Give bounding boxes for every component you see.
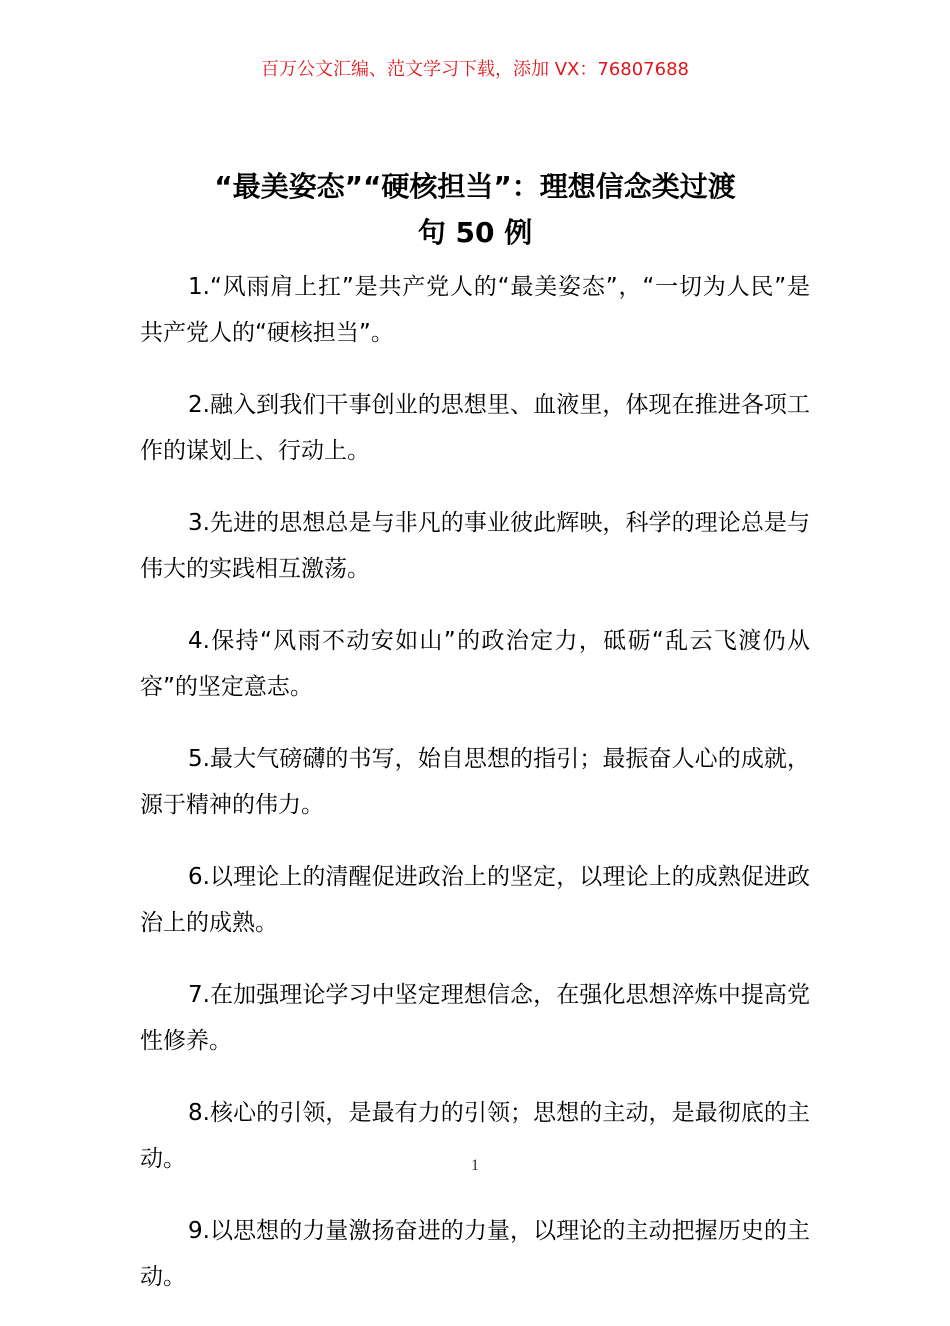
title-line-1: “最美姿态”“硬核担当”：理想信念类过渡 (214, 170, 736, 203)
list-item: 5.最大气磅礴的书写，始自思想的指引；最振奋人心的成就，源于精神的伟力。 (140, 746, 810, 818)
list-item: 6.以理论上的清醒促进政治上的坚定，以理论上的成熟促进政治上的成熟。 (140, 864, 810, 936)
list-item: 7.在加强理论学习中坚定理想信念，在强化思想淬炼中提高党性修养。 (140, 982, 810, 1054)
list-item: 1.“风雨肩上扛”是共产党人的“最美姿态”，“一切为人民”是共产党人的“硬核担当”。 (140, 274, 810, 346)
document-title (140, 164, 810, 256)
list-item: 4.保持“风雨不动安如山”的政治定力，砥砺“乱云飞渡仍从容”的坚定意志。 (140, 628, 810, 700)
title-line-2: 句 50 例 (417, 216, 533, 249)
list-item: 9.以思想的力量激扬奋进的力量，以理论的主动把握历史的主动。 (140, 1218, 810, 1290)
header-banner: 百万公文汇编、范文学习下载，添加 VX：76807688 (261, 59, 689, 80)
list-item: 2.融入到我们干事创业的思想里、血液里，体现在推进各项工作的谋划上、行动上。 (140, 392, 810, 464)
list-item: 8.核心的引领，是最有力的引领；思想的主动，是最彻底的主动。 (140, 1100, 810, 1172)
page-number: 1 (471, 1157, 479, 1174)
list-item: 3.先进的思想总是与非凡的事业彼此辉映，科学的理论总是与伟大的实践相互激荡。 (140, 510, 810, 582)
